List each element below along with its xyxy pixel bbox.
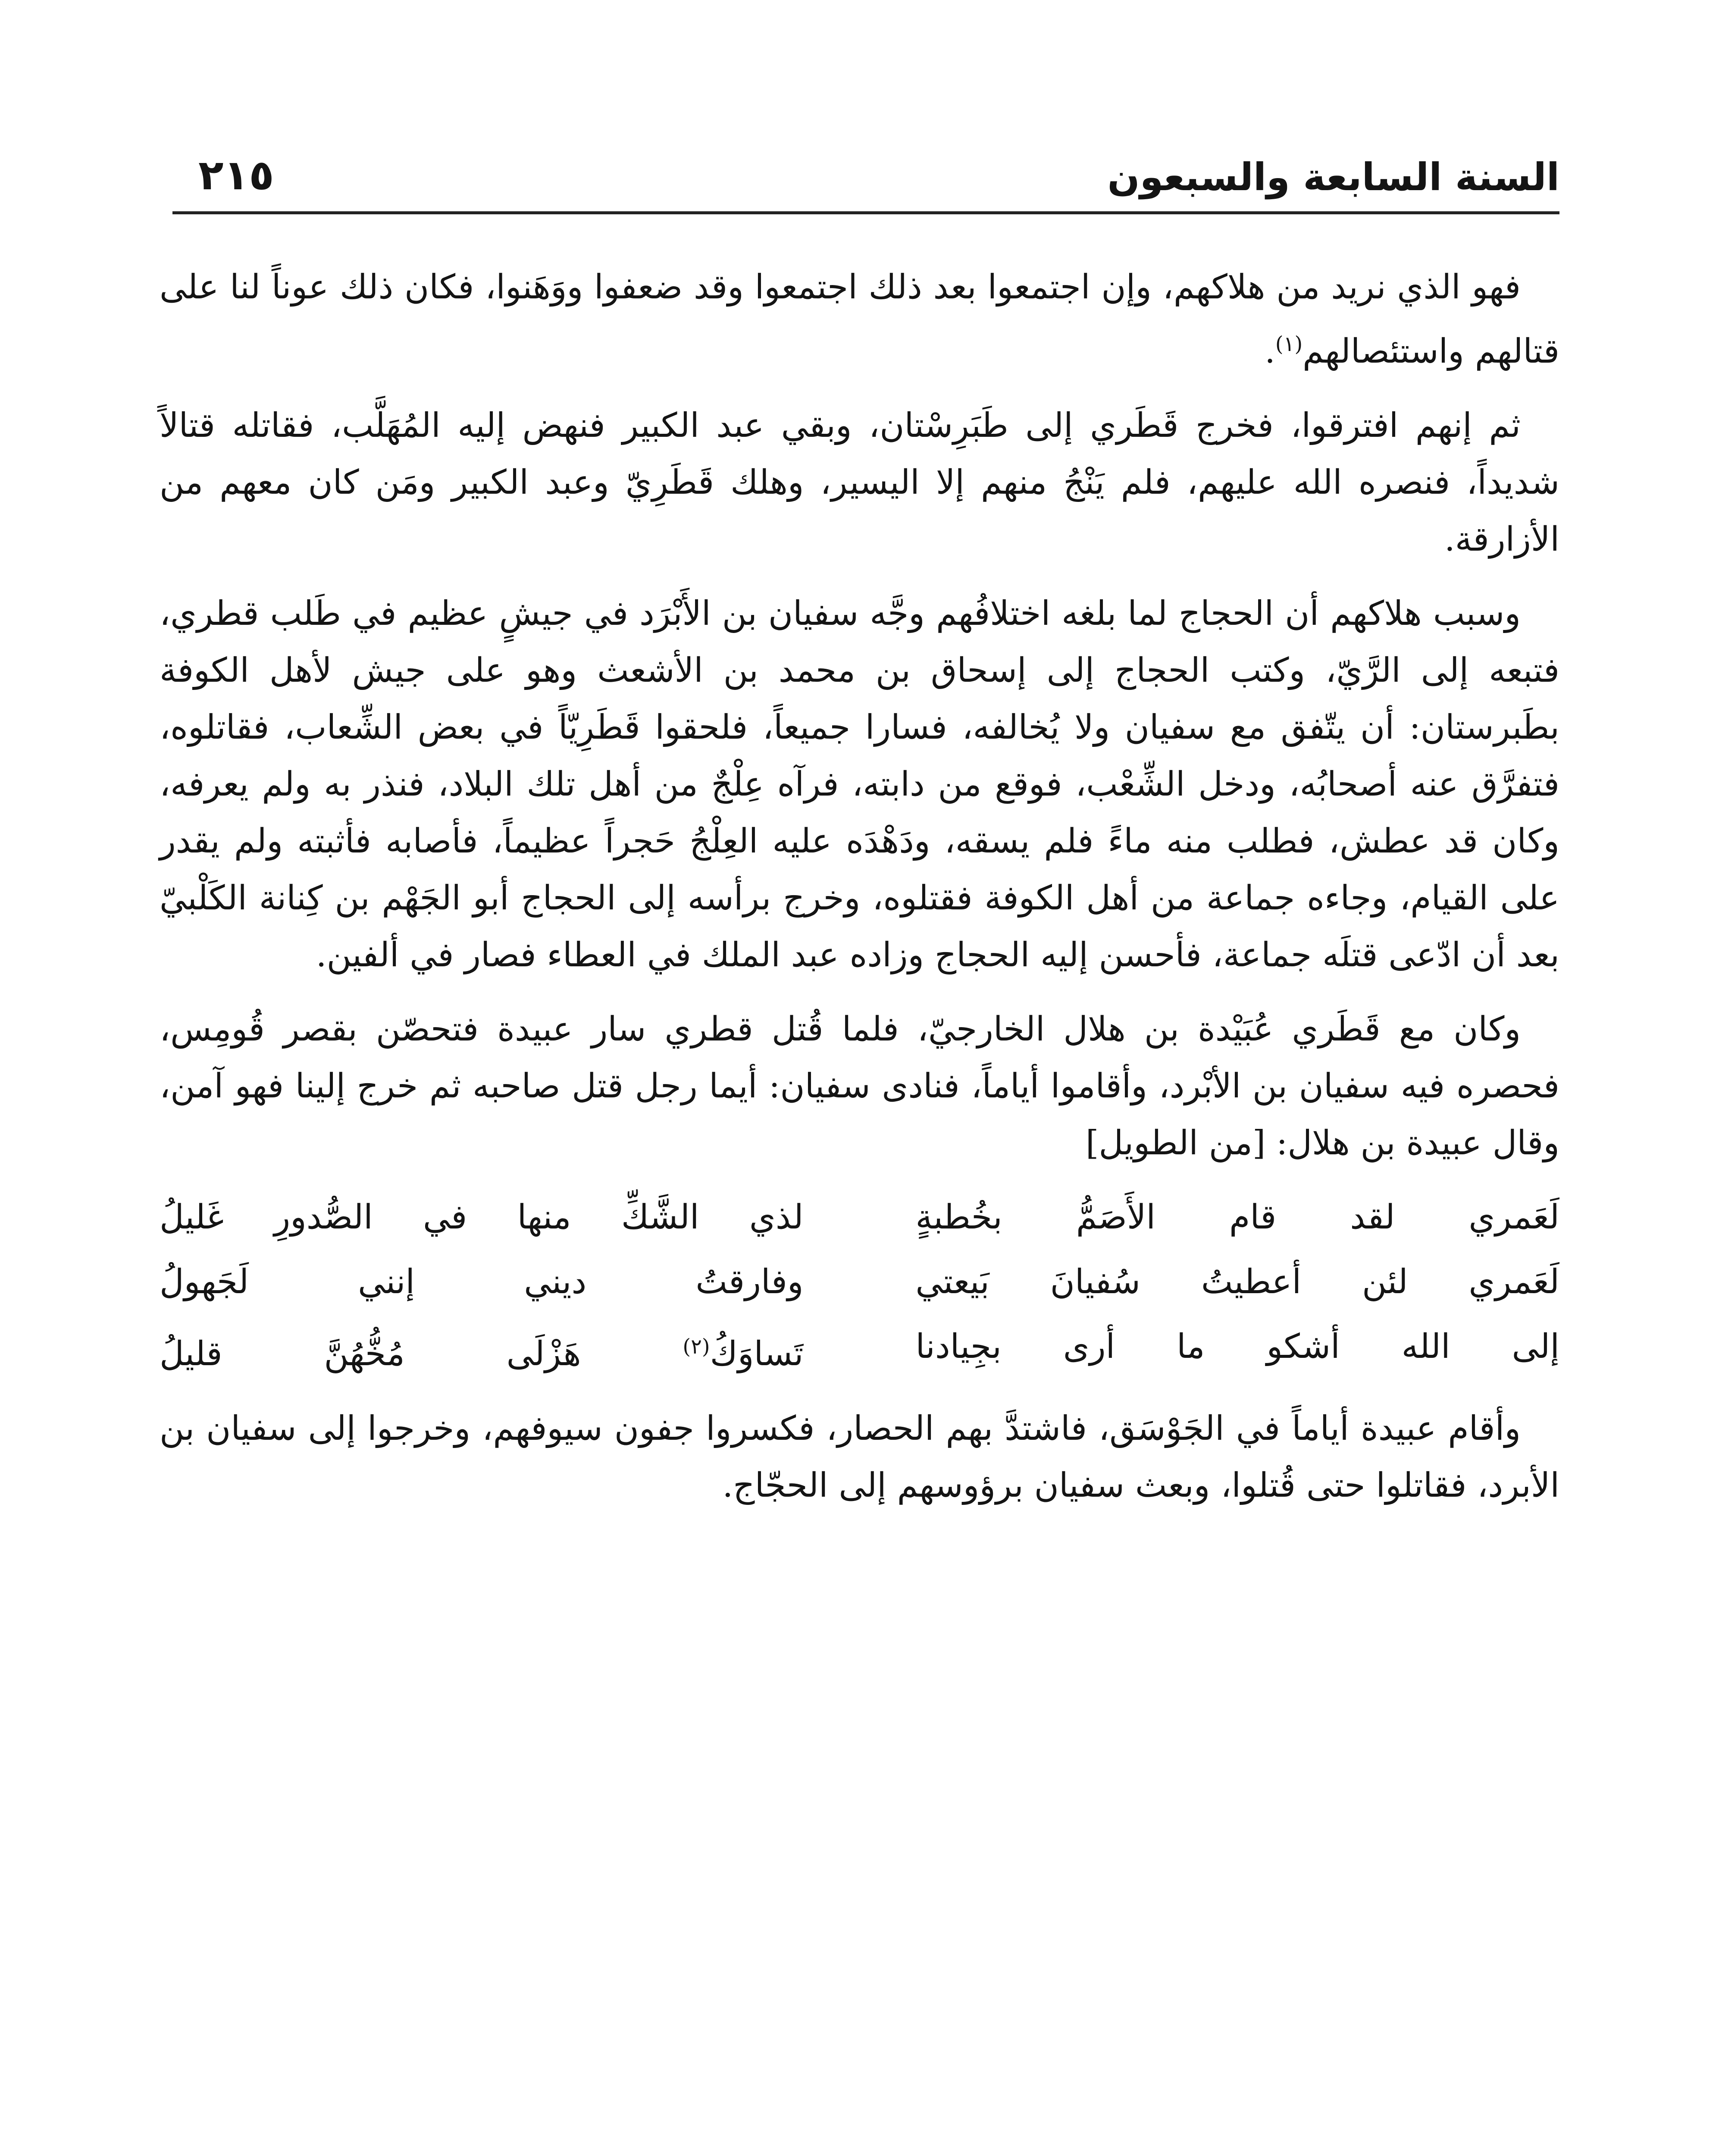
footnote-marker: (١) <box>1275 332 1303 356</box>
poem-verse <box>160 1253 1559 1318</box>
verse-first-hemistich: لَعَمري لقد قام الأَصَمُّ بخُطبةٍ <box>915 1198 1559 1237</box>
paragraph-end: . <box>1265 332 1275 371</box>
verse-rest: هَزْلَى مُخُّهُنَّ قليلُ <box>160 1335 683 1373</box>
verse-first-hemistich: لَعَمري لئن أعطيتُ سُفيانَ بَيعتي <box>915 1263 1559 1301</box>
paragraph <box>160 259 1559 380</box>
footnote-marker: (٢) <box>683 1335 710 1359</box>
page-number: ٢١٥ <box>198 151 274 199</box>
poem-verse <box>160 1318 1559 1383</box>
page-header <box>172 138 1559 214</box>
paragraph: ثم إنهم افترقوا، فخرج قَطَري إلى طَبَرِسْتان، وبقي عبد الكبير فنهض إليه المُهَلَّب، فقاتله قتالاً شديداً، فنصره الله عليهم، فلم يَنْجُ منهم إلا اليسير، وهلك قَطَرِيّ وعبد الكبير ومَن كان معهم من الأزارقة. <box>160 406 1559 559</box>
verse-second-hemistich <box>160 1318 804 1383</box>
paragraph-text: فهو الذي نريد من هلاكهم، وإن اجتمعوا بعد ذلك اجتمعوا وقد ضعفوا ووَهَنوا، فكان ذلك عوناً لنا على قتالهم واستئصالهم <box>160 268 1559 371</box>
verse-word: تَساوَكُ <box>710 1335 804 1373</box>
paragraph: وسبب هلاكهم أن الحجاج لما بلغه اختلافُهم وجَّه سفيان بن الأَبْرَد في جيشٍ عظيم في طَلب قطري، فتبعه إلى الرَّيّ، وكتب الحجاج إلى إسحاق بن محمد بن الأشعث وهو على جيش لأهل الكوفة بطَبرستان: أن يتّفق مع سفيان ولا يُخالفه، فسارا جميعاً، فلحقوا قَطَرِيّاً في بعض الشِّعاب، فقاتلوه، فتفرَّق عنه أصحابُه، ودخل الشِّعْب، فوقع من دابته، فرآه عِلْجٌ من أهل تلك البلاد، فنذر به ولم يعرفه، وكان قد عطش، فطلب منه ماءً فلم يسقه، ودَهْدَه عليه العِلْجُ حَجراً عظيماً، فأصابه فأثبته ولم يقدر على القيام، وجاءه جماعة من أهل الكوفة فقتلوه، وخرج برأسه إلى الحجاج أبو الجَهْم بن كِنانة الكَلْبيّ بعد أن ادّعى قتلَه جماعة، فأحسن إليه الحجاج وزاده عبد الملك في العطاء فصار في ألفين. <box>160 594 1559 975</box>
verse-second-hemistich: لذي الشَّكِّ منها في الصُّدورِ غَليلُ <box>160 1198 804 1237</box>
paragraph: وكان مع قَطَري عُبَيْدة بن هلال الخارجيّ، فلما قُتل قطري سار عبيدة فتحصّن بقصر قُومِس، فحصره فيه سفيان بن الأبْرد، وأقاموا أياماً، فنادى سفيان: أيما رجل قتل صاحبه ثم خرج إلينا فهو آمن، وقال عبيدة بن هلال: [من الطويل] <box>160 1010 1559 1163</box>
verse-first-hemistich: إلى الله أشكو ما أرى بجِيادنا <box>915 1327 1559 1366</box>
verse-second-hemistich: وفارقتُ ديني إنني لَجَهولُ <box>160 1263 804 1301</box>
main-text <box>160 259 1559 1531</box>
poem-verse <box>160 1189 1559 1253</box>
poem <box>160 1189 1559 1383</box>
running-title: السنة السابعة والسبعون <box>1107 155 1559 199</box>
closing-paragraph: وأقام عبيدة أياماً في الجَوْسَق، فاشتدَّ بهم الحصار، فكسروا جفون سيوفهم، وخرجوا إلى سفيان بن الأبرد، فقاتلوا حتى قُتلوا، وبعث سفيان برؤوسهم إلى الحجّاج. <box>160 1409 1559 1505</box>
